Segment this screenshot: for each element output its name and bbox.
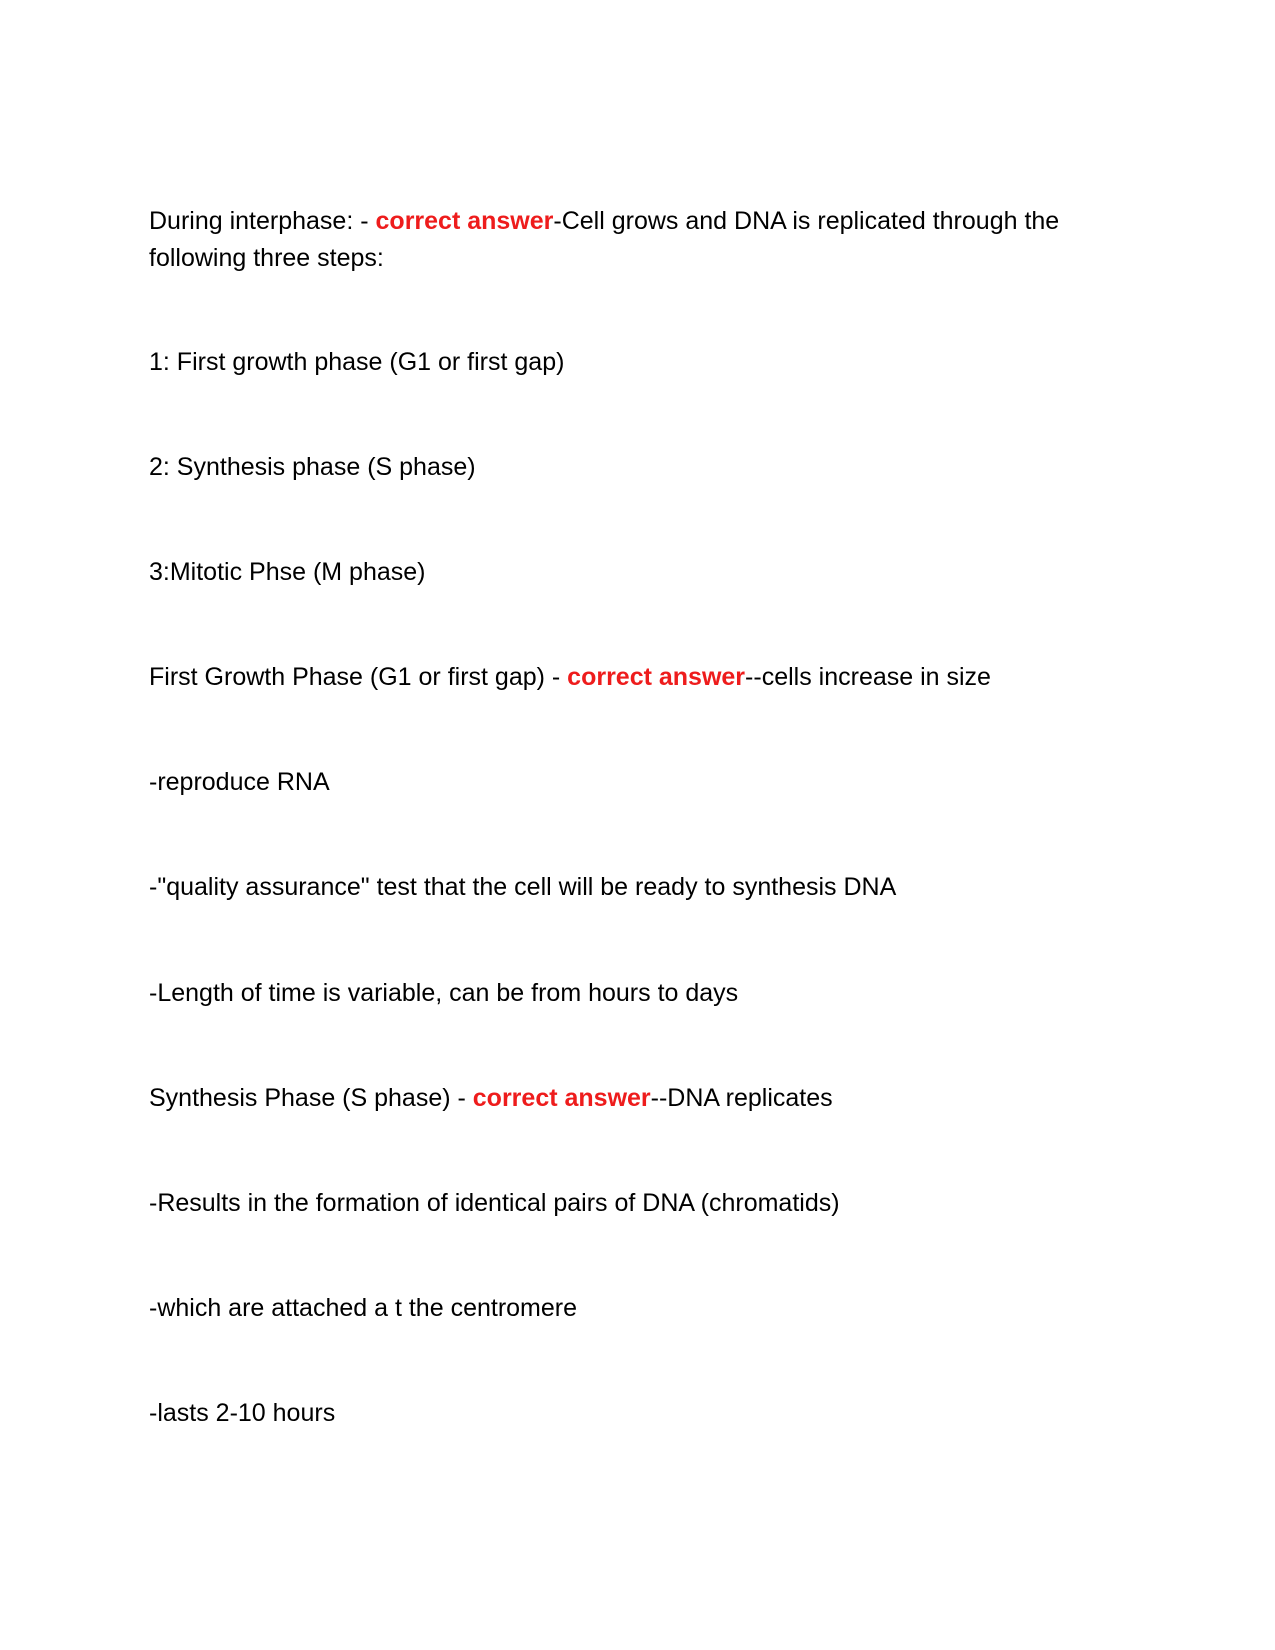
step-1: 1: First growth phase (G1 or first gap) — [149, 348, 565, 376]
correct-answer-label: correct answer — [472, 1084, 651, 1112]
step-2: 2: Synthesis phase (S phase) — [149, 453, 476, 481]
g1-point-1: -reproduce RNA — [149, 768, 330, 796]
g1-entry — [149, 659, 1129, 696]
correct-answer-label: correct answer — [567, 663, 746, 691]
g1-point-2: -"quality assurance" test that the cell will be ready to synthesis DNA — [149, 873, 897, 901]
question-text: Synthesis Phase (S phase) - — [149, 1084, 473, 1112]
answer-text: --cells increase in size — [745, 663, 991, 691]
s-point-2: -which are attached a t the centromere — [149, 1294, 578, 1322]
answer-text: --DNA replicates — [650, 1084, 833, 1112]
question-text: During interphase: - — [149, 207, 376, 235]
answer-text: -Cell grows and DNA is replicated through the following three steps: — [149, 207, 1060, 272]
g1-point-3: -Length of time is variable, can be from hours to days — [149, 979, 739, 1007]
step-3: 3:Mitotic Phse (M phase) — [149, 558, 426, 586]
question-text: First Growth Phase (G1 or first gap) - — [149, 663, 568, 691]
s-point-3: -lasts 2-10 hours — [149, 1399, 336, 1427]
interphase-entry — [149, 203, 1129, 277]
s-entry — [149, 1080, 1129, 1117]
correct-answer-label: correct answer — [375, 207, 554, 235]
s-point-1: -Results in the formation of identical pairs of DNA (chromatids) — [149, 1189, 840, 1217]
